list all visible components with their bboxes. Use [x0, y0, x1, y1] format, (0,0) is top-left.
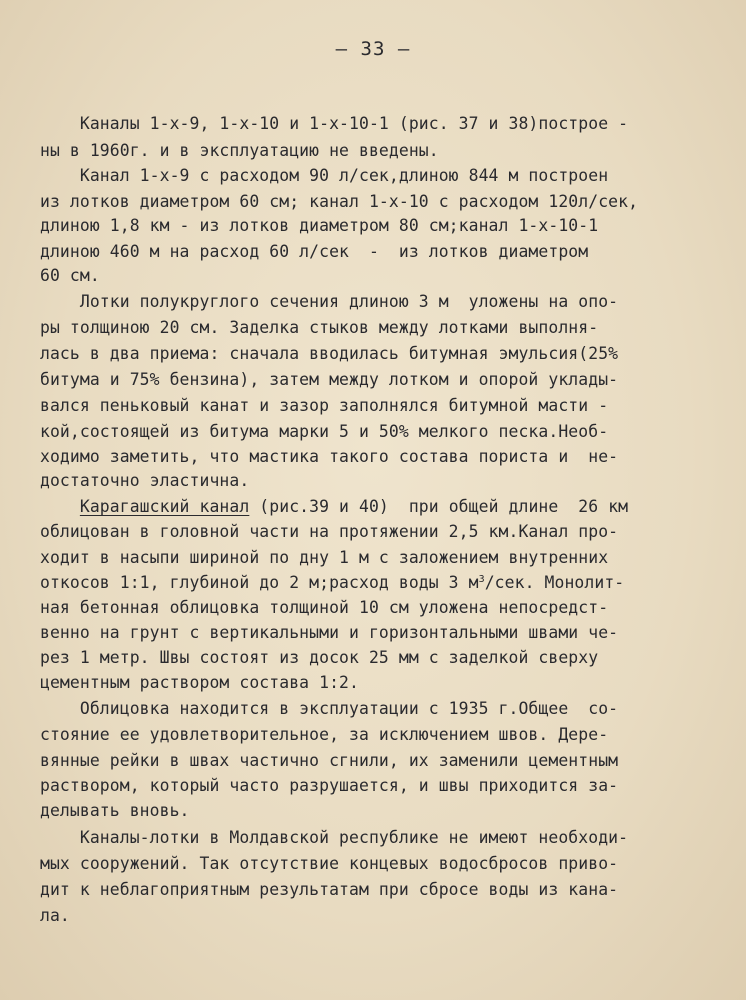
text-line: достаточно эластична.	[40, 471, 250, 490]
text-line: битума и 75% бензина), затем между лотком и опорой уклады-	[40, 370, 619, 389]
text-line: длиною 1,8 км - из лотков диаметром 80 см;канал 1-х-10-1	[40, 216, 599, 235]
text-line: делывать вновь.	[40, 801, 190, 820]
text-line: стояние ее удовлетворительное, за исключением швов. Дере-	[40, 725, 609, 744]
text-line: мых сооружений. Так отсутствие концевых водосбросов приво-	[40, 854, 619, 873]
text-line: ходимо заметить, что мастика такого состава пориста и не-	[40, 447, 619, 466]
underlined-title: Карагашский канал	[79, 497, 250, 516]
text-line: ны в 1960г. и в эксплуатацию не введены.	[40, 141, 439, 160]
superscript: 3	[478, 574, 485, 585]
text-line: откосов 1:1, глубиной до 2 м;расход воды 3 $м^3$/сек. Монолит-	[40, 573, 625, 592]
text-line: венно на грунт с вертикальными и горизонтальными швами че-	[40, 623, 619, 642]
text-line: лась в два приема: сначала вводилась битумная эмульсия(25%	[40, 344, 619, 363]
text-line: Каналы 1-х-9, 1-х-10 и 1-х-10-1 (рис. 37 и 38)построе -	[40, 114, 629, 133]
text-line: Карагашский канал (рис.39 и 40) при общей длине 26 км	[79, 497, 629, 516]
text-line: длиною 460 м на расход 60 л/сек - из лотков диаметром	[40, 242, 589, 261]
text-line: Облицовка находится в эксплуатации с 1935 г.Общее со-	[40, 699, 619, 718]
page-number: — 33 —	[335, 38, 411, 60]
text-line: Каналы-лотки в Молдавской республике не имеют необходи-	[40, 828, 629, 847]
text-line: ная бетонная облицовка толщиной 10 см уложена непосредст-	[40, 598, 609, 617]
text-line: вался пеньковый канат и зазор заполнялся битумной масти -	[40, 396, 609, 415]
text-line: рез 1 метр. Швы состоят из досок 25 мм с заделкой сверху	[40, 648, 599, 667]
text-line: облицован в головной части на протяжении 2,5 км.Канал про-	[40, 522, 619, 541]
text-line: Лотки полукруглого сечения длиною 3 м уложены на опо-	[40, 292, 619, 311]
text-line: ла.	[40, 906, 70, 925]
text-line: раствором, который часто разрушается, и швы приходится за-	[40, 776, 619, 795]
text-line: цементным раствором состава 1:2.	[40, 673, 359, 692]
text-line: из лотков диаметром 60 см; канал 1-х-10 с расходом 120л/сек,	[40, 192, 639, 211]
text-line: ходит в насыпи шириной по дну 1 м с заложением внутренних	[40, 548, 609, 567]
text-line: дит к неблагоприятным результатам при сбросе воды из кана-	[40, 880, 619, 899]
text-line: кой,состоящей из битума марки 5 и 50% мелкого песка.Необ-	[40, 422, 609, 441]
text-line: вянные рейки в швах частично сгнили, их заменили цементным	[40, 751, 619, 770]
text-line: Канал 1-х-9 с расходом 90 л/сек,длиною 844 м построен	[40, 166, 609, 185]
text-line: 60 см.	[40, 266, 100, 285]
text-line: ры толщиною 20 см. Заделка стыков между лотками выполня-	[40, 318, 599, 337]
